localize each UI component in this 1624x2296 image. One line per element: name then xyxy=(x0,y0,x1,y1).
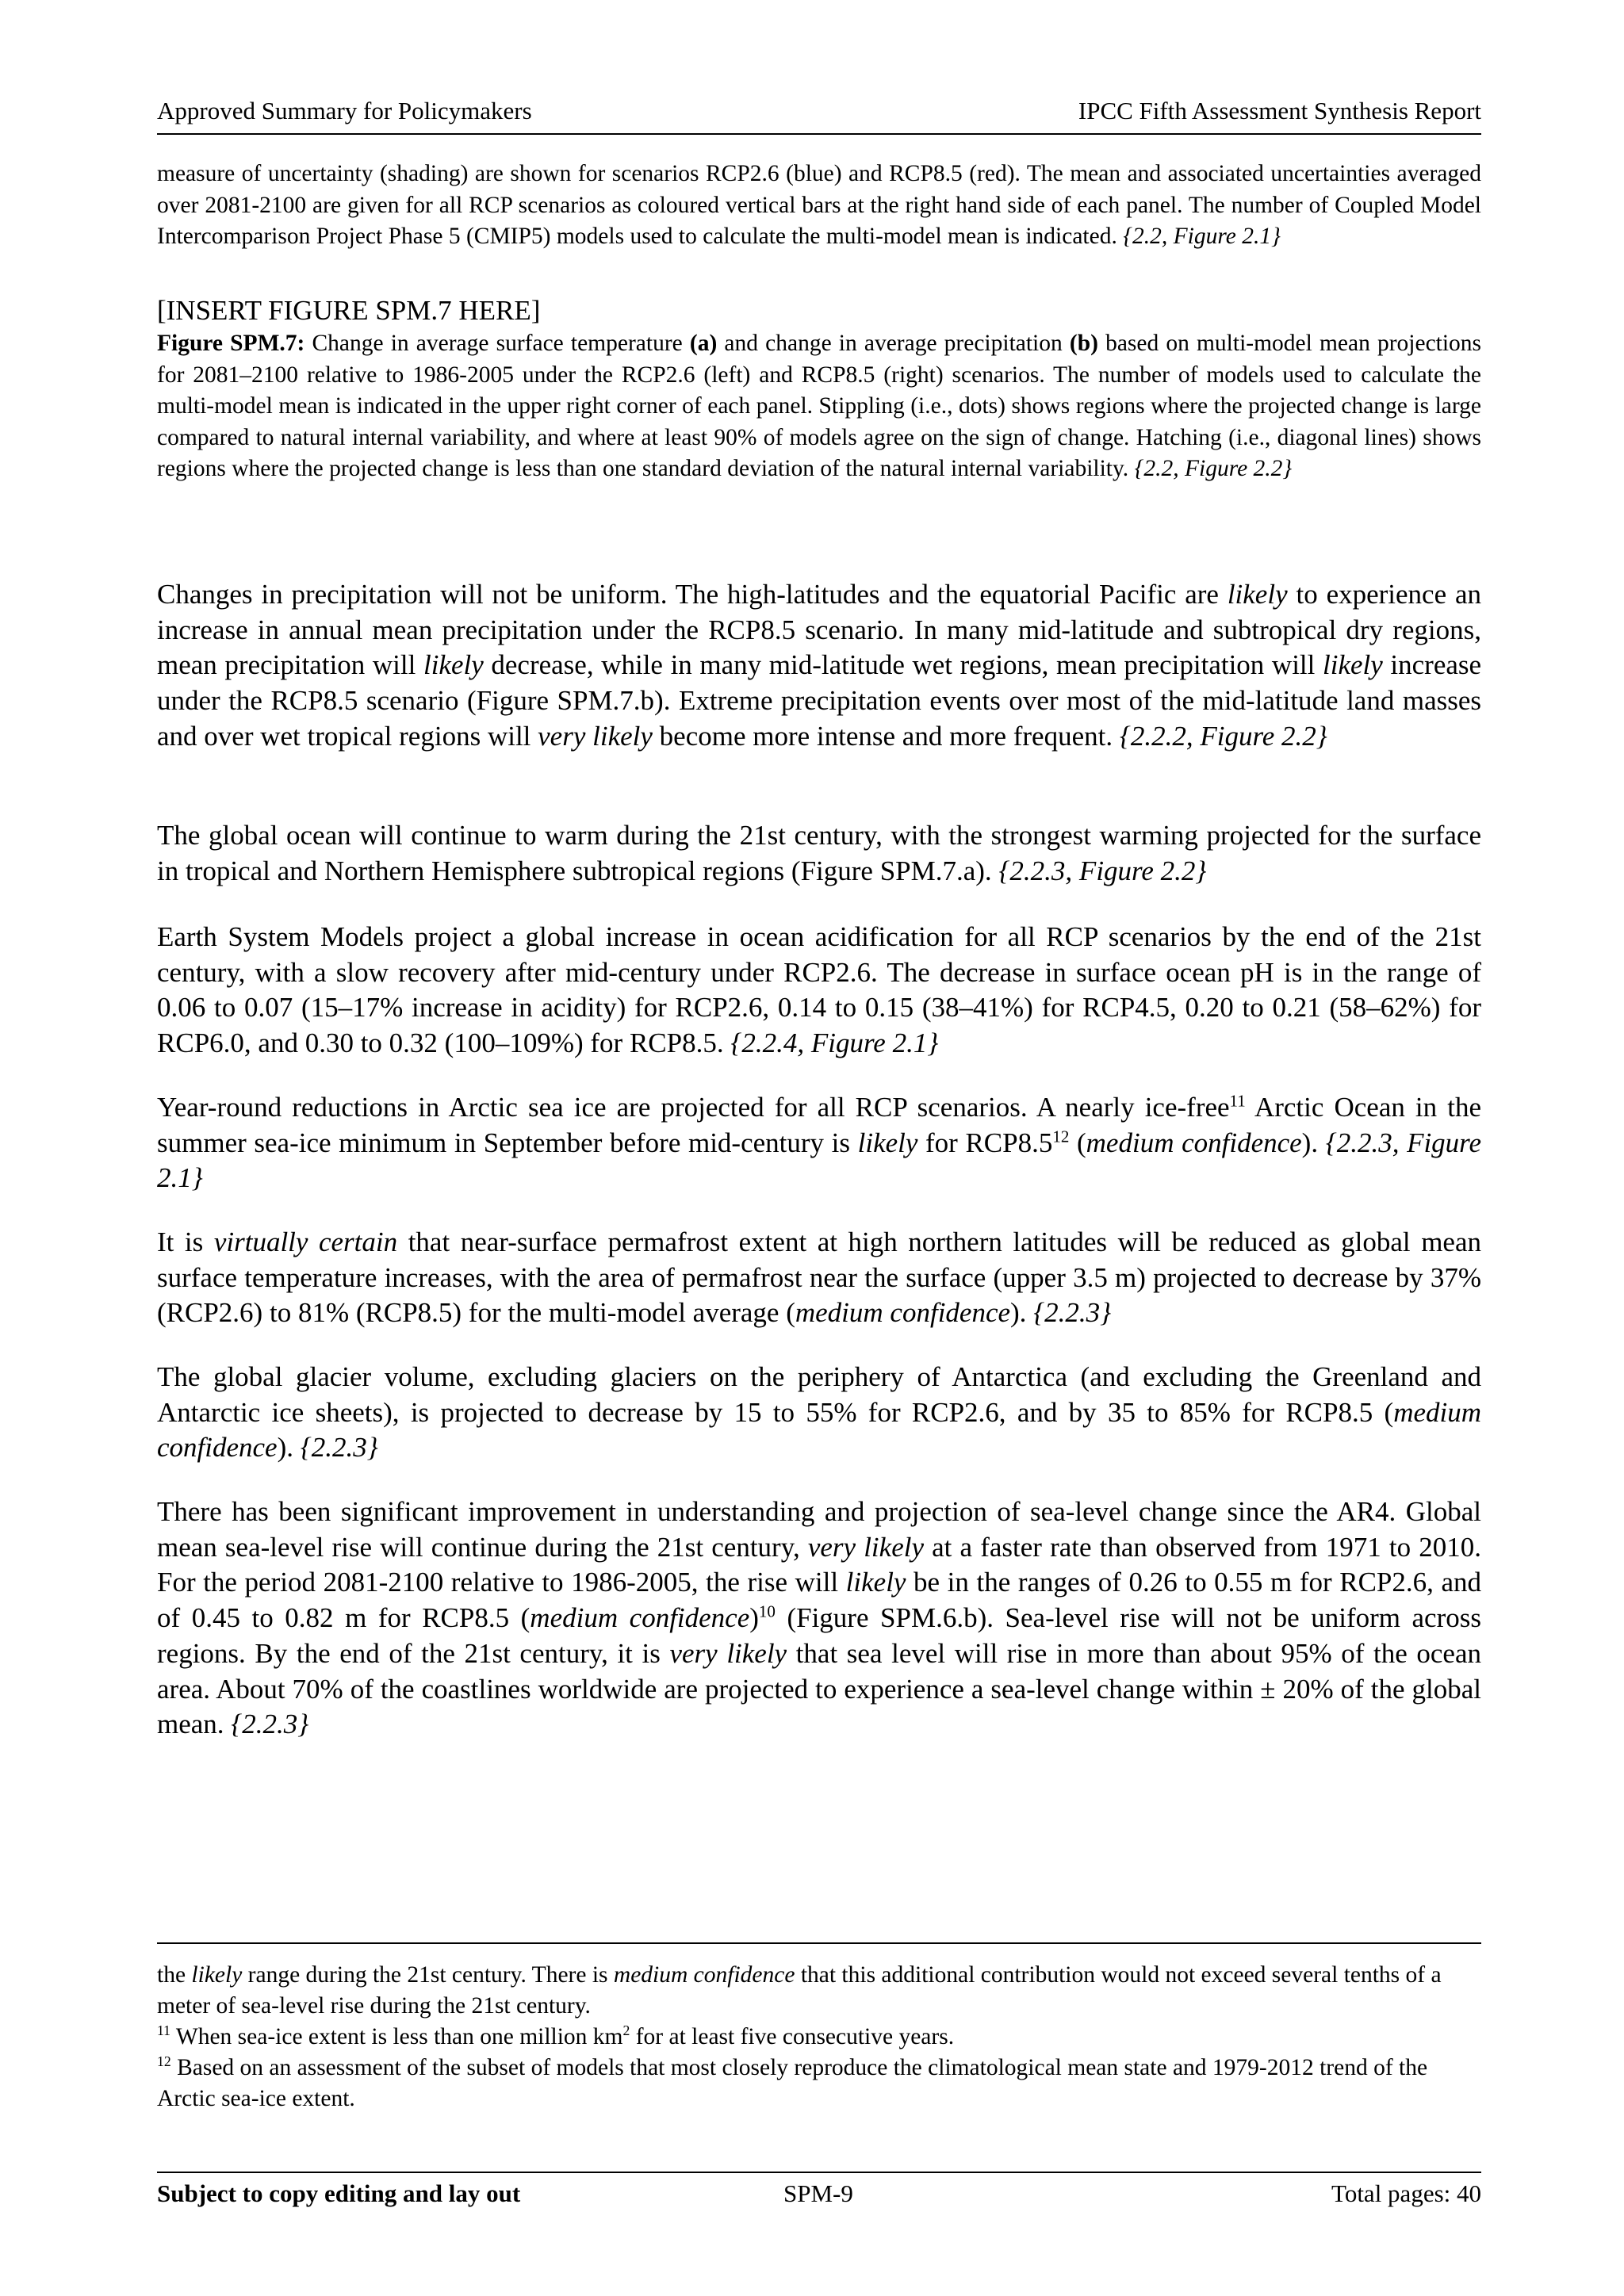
p7-s2: at a faster rate than observed from 1971 to 2010. For the period 2081-2100 relative to 1986-2005, the rise will xyxy=(157,1531,1481,1598)
paragraph-glacier xyxy=(157,1360,1481,1466)
footnote-11 xyxy=(157,2022,1481,2053)
header-right: IPCC Fifth Assessment Synthesis Report xyxy=(1078,97,1481,124)
figure-caption-b: (b) xyxy=(1069,331,1098,356)
p1-s3: decrease, while in many mid-latitude wet regions, mean precipitation will xyxy=(491,649,1316,681)
p1-ref: {2.2.2, Figure 2.2} xyxy=(1119,720,1327,752)
p7-s6: that sea level will rise in more than about 95% of the ocean area. About 70% of the coastlines worldwide are projected to experience a sea-level change within ± 20% of the global mean. xyxy=(157,1637,1481,1740)
intro-caption-ref: {2.2, Figure 2.1} xyxy=(1123,224,1281,249)
p4-ref: {2.2.3, Figure 2.1} xyxy=(157,1127,1482,1194)
figure-insert: [INSERT FIGURE SPM.7 HERE] xyxy=(157,295,541,326)
p5-s2: that near-surface permafrost extent at high northern latitudes will be reduced as global mean surface temperature increases, with the area of permafrost near the surface (upper 3.5 m) projected to decrease by 37% (RCP2.6) to 81% (RCP8.5) for the multi-model average ( xyxy=(157,1226,1481,1329)
footnote-12-number: 12 xyxy=(157,2053,171,2070)
footnote-11-text: When sea-ice extent is less than one million km xyxy=(175,2024,623,2049)
p7-i3: medium confidence xyxy=(530,1602,750,1634)
p2-ref: {2.2.3, Figure 2.2} xyxy=(998,855,1207,886)
p7-i1: very likely xyxy=(807,1531,924,1563)
intro-caption-text: measure of uncertainty (shading) are shown for scenarios RCP2.6 (blue) and RCP8.5 (red). The mean and associated uncertainties averaged over 2081-2100 are given for all RCP scenarios as coloured vertical bars at the right hand side of each panel. The number of Coupled Model Intercomparison Project Phase 5 (CMIP5) models used to calculate the multi-model mean is indicated. xyxy=(157,161,1481,249)
footnote-ref-11: 11 xyxy=(1229,1091,1246,1111)
footnote-11-tail: for at least five consecutive years. xyxy=(635,2024,955,2049)
p7-s4: ) xyxy=(749,1602,759,1634)
p7-i2: likely xyxy=(845,1567,906,1598)
footer-rule xyxy=(157,2172,1481,2173)
document-page xyxy=(157,0,1481,2296)
p4-i2: medium confidence xyxy=(1086,1127,1302,1158)
paragraph-sea-level xyxy=(157,1494,1481,1743)
p7-s5: (Figure SPM.6.b). Sea-level rise will not be uniform across regions. By the end of the 21st century, it is xyxy=(157,1602,1481,1669)
fn-cont-s3: that this additional contribution would not exceed several tenths of a meter of sea-level rise during the 21st century. xyxy=(157,1962,1442,2019)
footer-left: Subject to copy editing and lay out xyxy=(157,2179,521,2207)
p5-i1: virtually certain xyxy=(213,1226,398,1257)
fn-cont-i1: likely xyxy=(191,1962,243,1988)
p5-s3: ). xyxy=(1010,1297,1027,1329)
figure-caption-t1: Change in average surface temperature xyxy=(312,331,683,356)
page-header xyxy=(157,97,1481,128)
header-rule xyxy=(157,133,1481,135)
p5-i2: medium confidence xyxy=(795,1297,1011,1329)
p4-s4: ( xyxy=(1077,1127,1086,1158)
footnote-11-number: 11 xyxy=(157,2022,171,2039)
page-number: SPM-9 xyxy=(783,2179,853,2207)
figure-caption-a: (a) xyxy=(689,331,718,356)
p5-s1: It is xyxy=(157,1226,204,1257)
p7-s3: be in the ranges of 0.26 to 0.55 m for RCP2.6, and of 0.45 to 0.82 m for RCP8.5 ( xyxy=(157,1567,1482,1634)
p1-s5: become more intense and more frequent. xyxy=(659,720,1113,752)
p4-s2: Arctic Ocean in the summer sea-ice minimum in September before mid-century is xyxy=(157,1092,1481,1158)
p1-s1: Changes in precipitation will not be uniform. The high-latitudes and the equatorial Pacific are xyxy=(157,579,1219,610)
p6-i1: medium confidence xyxy=(157,1396,1481,1464)
paragraph-ocean-acidification xyxy=(157,920,1481,1062)
footnotes xyxy=(157,1960,1481,2114)
footnote-11-superscript: 2 xyxy=(622,2022,630,2039)
p4-s5: ). xyxy=(1301,1127,1319,1158)
footnote-12 xyxy=(157,2053,1481,2114)
p7-i4: very likely xyxy=(669,1637,787,1669)
p1-i3: likely xyxy=(1323,649,1383,681)
fn-cont-s2: range during the 21st century. There is xyxy=(247,1962,608,1988)
p1-i4: very likely xyxy=(538,720,653,752)
paragraph-ocean-warming xyxy=(157,818,1481,889)
p3-s1: Earth System Models project a global increase in ocean acidification for all RCP scenarios by the end of the 21st century, with a slow recovery after mid-century under RCP2.6. The decrease in surface ocean pH is in the range of 0.06 to 0.07 (15–17% increase in acidity) for RCP2.6, 0.14 to 0.15 (38–41%) for RCP4.5, 0.20 to 0.21 (58–62%) for RCP6.0, and 0.30 to 0.32 (100–109%) for RCP8.5. xyxy=(157,921,1481,1059)
fn-cont-s1: the xyxy=(157,1962,186,1988)
p6-ref: {2.2.3} xyxy=(300,1432,378,1464)
p1-i2: likely xyxy=(423,649,484,681)
footnote-12-text: Based on an assessment of the subset of models that most closely reproduce the climatological mean state and 1979-2012 trend of the Arctic sea-ice extent. xyxy=(157,2055,1428,2111)
p2-s1: The global ocean will continue to warm during the 21st century, with the strongest warming projected for the surface in tropical and Northern Hemisphere subtropical regions (Figure SPM.7.a). xyxy=(157,820,1481,886)
p6-s2: ). xyxy=(277,1432,293,1464)
p6-s1: The global glacier volume, excluding glaciers on the periphery of Antarctica (and excluding the Greenland and Antarctic ice sheets), is projected to decrease by 15 to 55% for RCP2.6, and by 35 to 85% for RCP8.5 ( xyxy=(157,1361,1481,1428)
page-footer xyxy=(157,2179,1481,2213)
p1-i1: likely xyxy=(1227,579,1288,610)
p3-ref: {2.2.4, Figure 2.1} xyxy=(730,1027,939,1059)
p4-s3: for RCP8.5 xyxy=(925,1127,1053,1158)
header-left: Approved Summary for Policymakers xyxy=(157,97,532,124)
paragraph-permafrost xyxy=(157,1225,1481,1331)
p5-ref: {2.2.3} xyxy=(1033,1297,1112,1329)
p7-ref: {2.2.3} xyxy=(231,1709,309,1740)
p4-s1: Year-round reductions in Arctic sea ice are projected for all RCP scenarios. A nearly ice-free xyxy=(157,1092,1230,1123)
p7-s1: There has been significant improvement in understanding and projection of sea-level change since the AR4. Global mean sea-level rise will continue during the 21st century, xyxy=(157,1496,1481,1563)
paragraph-precipitation xyxy=(157,577,1481,755)
footnote-continued xyxy=(157,1960,1481,2022)
total-pages: Total pages: 40 xyxy=(1331,2179,1481,2207)
figure-caption-t3: based on multi-model mean projections for 2081–2100 relative to 1986-2005 under the RCP2.6 (left) and RCP8.5 (right) scenarios. The number of models used to calculate the multi-model mean is indicated in the upper right corner of each panel. Stippling (i.e., dots) shows regions where the projected change is large compared to natural internal variability, and where at least 90% of models agree on the sign of change. Hatching (i.e., diagonal lines) shows regions where the projected change is less than one standard deviation of the natural internal variability. xyxy=(157,331,1482,481)
fn-cont-i2: medium confidence xyxy=(613,1962,795,1988)
paragraph-arctic-sea-ice xyxy=(157,1090,1481,1196)
footnote-ref-12: 12 xyxy=(1052,1127,1070,1146)
footnote-rule xyxy=(157,1942,1481,1944)
footnote-ref-10: 10 xyxy=(758,1601,776,1621)
p4-i1: likely xyxy=(857,1127,918,1158)
p1-s4: increase under the RCP8.5 scenario (Figure SPM.7.b). Extreme precipitation events over most of the mid-latitude land masses and over wet tropical regions will xyxy=(157,649,1482,752)
figure-caption-ref: {2.2, Figure 2.2} xyxy=(1134,456,1293,481)
figure-caption xyxy=(157,328,1481,485)
p1-s2: to experience an increase in annual mean precipitation under the RCP8.5 scenario. In many mid-latitude and subtropical dry regions, mean precipitation will xyxy=(157,579,1482,681)
figure-block xyxy=(157,293,1481,485)
figure-caption-t2: and change in average precipitation xyxy=(724,331,1063,356)
intro-caption xyxy=(157,159,1481,253)
figure-label: Figure SPM.7: xyxy=(157,331,305,356)
